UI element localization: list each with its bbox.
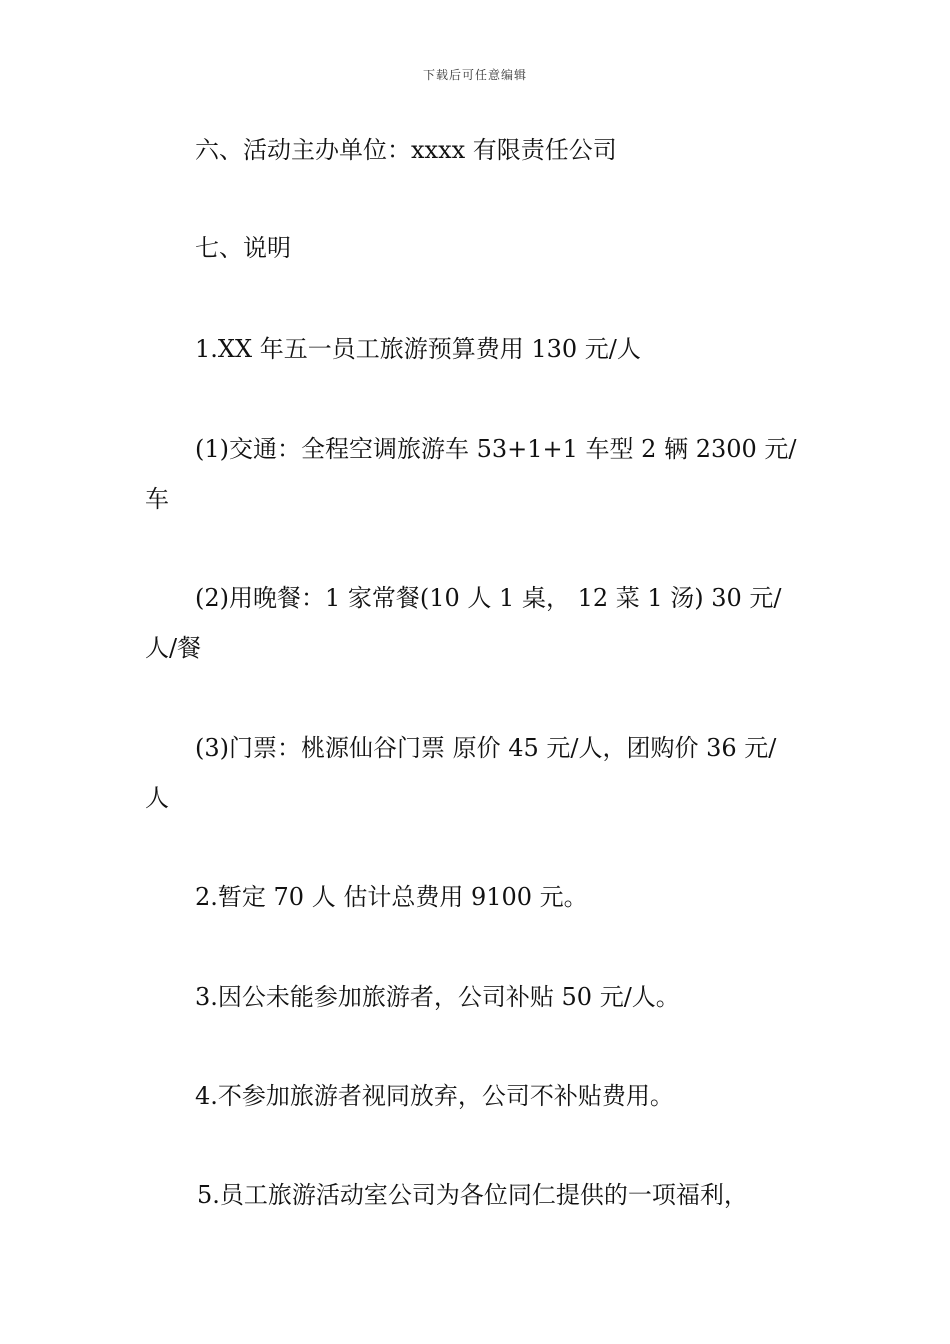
item-1-3-tickets-cont: 人 <box>145 784 169 812</box>
item-1-1-transport: (1)交通：全程空调旅游车 53+1+1 车型 2 辆 2300 元/ <box>195 435 797 463</box>
item-3-subsidy: 3.因公未能参加旅游者，公司补贴 50 元/人。 <box>195 983 680 1011</box>
item-1-1-transport-cont: 车 <box>145 485 169 513</box>
section-six-organizer: 六、活动主办单位：xxxx 有限责任公司 <box>195 136 617 164</box>
item-1-budget: 1.XX 年五一员工旅游预算费用 130 元/人 <box>195 335 641 363</box>
item-5-welfare: 5.员工旅游活动室公司为各位同仁提供的一项福利， <box>197 1181 748 1209</box>
item-2-total: 2.暂定 70 人 估计总费用 9100 元。 <box>195 883 588 911</box>
page-header: 下载后可任意编辑 <box>422 68 527 82</box>
section-seven-title: 七、说明 <box>195 234 291 262</box>
item-4-no-subsidy: 4.不参加旅游者视同放弃，公司不补贴费用。 <box>195 1082 674 1110</box>
item-1-2-dinner: (2)用晚餐：1 家常餐(10 人 1 桌， 12 菜 1 汤) 30 元/ <box>195 584 782 612</box>
item-1-2-dinner-cont: 人/餐 <box>145 634 202 662</box>
item-1-3-tickets: (3)门票：桃源仙谷门票 原价 45 元/人，团购价 36 元/ <box>195 734 777 762</box>
